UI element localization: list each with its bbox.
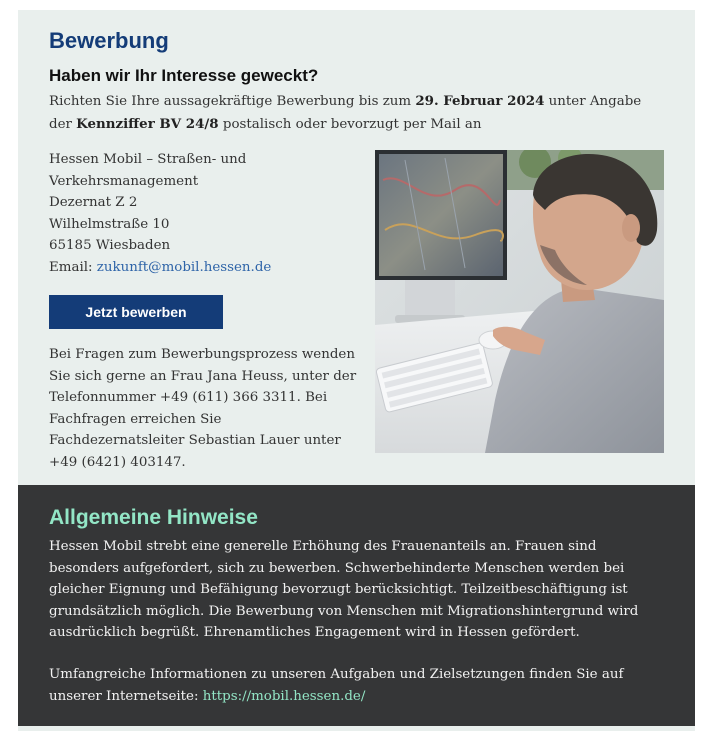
address-street: Wilhelmstraße 10 (49, 216, 170, 232)
intro-text-1: Richten Sie Ihre aussagekräftige Bewerbung bis zum (49, 94, 416, 109)
contact-info: Bei Fragen zum Bewerbungsprozess wenden Sie sich gerne an Frau Jana Heuss, unter der Telefonnummer +49 (611) 366 3311. Bei Fachfragen erreichen Sie Fachdezernatsleiter Sebastian Lauer unter +49 (6421) 403147. (49, 347, 357, 470)
address-department: Dezernat Z 2 (49, 195, 138, 210)
address-email-line (49, 257, 349, 279)
website-link[interactable]: https://mobil.hessen.de/ (202, 688, 366, 704)
apply-now-button[interactable]: Jetzt bewerben (49, 295, 223, 329)
intro-text-3: postalisch oder bevorzugt per Mail an (218, 117, 482, 132)
reference-number: Kennziffer BV 24/8 (76, 116, 219, 132)
address-org-line1: Hessen Mobil – Straßen- und (49, 152, 247, 167)
employee-at-computer-photo (375, 150, 664, 453)
email-label: Email: (49, 259, 97, 275)
application-intro (49, 90, 649, 136)
postal-address (49, 149, 349, 278)
notes-paragraph-2-text: Umfangreiche Informationen zu unseren Aufgaben und Zielsetzungen finden Sie auf unserer Internetseite: (49, 667, 624, 704)
bottom-strip (18, 726, 695, 731)
email-link[interactable]: zukunft@mobil.hessen.de (96, 259, 272, 275)
application-subtitle: Haben wir Ihr Interesse geweckt? (49, 66, 319, 85)
notes-title: Allgemeine Hinweise (49, 506, 258, 529)
address-city: 65185 Wiesbaden (49, 238, 171, 253)
address-org-line2: Verkehrsmanagement (49, 173, 199, 189)
notes-paragraph-1: Hessen Mobil strebt eine generelle Erhöhung des Frauenanteils an. Frauen sind besonders aufgefordert, sich zu bewerben. Schwerbehinderte Menschen werden bei gleicher Eignung und Befähigung bevorzugt berücksichtigt. Teilzeitbeschäftigung ist grundsätzlich möglich. Die Bewerbung von Menschen mit Migrationshintergrund wird ausdrücklich begrüßt. Ehrenamtliches Engagement wird in Hessen gefördert. (49, 539, 639, 640)
deadline-date: 29. Februar 2024 (415, 93, 545, 109)
general-notes-section (18, 485, 695, 726)
intro-text-2: unter Angabe der (49, 94, 642, 132)
notes-paragraph-2 (49, 664, 669, 707)
application-section (18, 10, 695, 485)
application-title: Bewerbung (49, 28, 169, 53)
